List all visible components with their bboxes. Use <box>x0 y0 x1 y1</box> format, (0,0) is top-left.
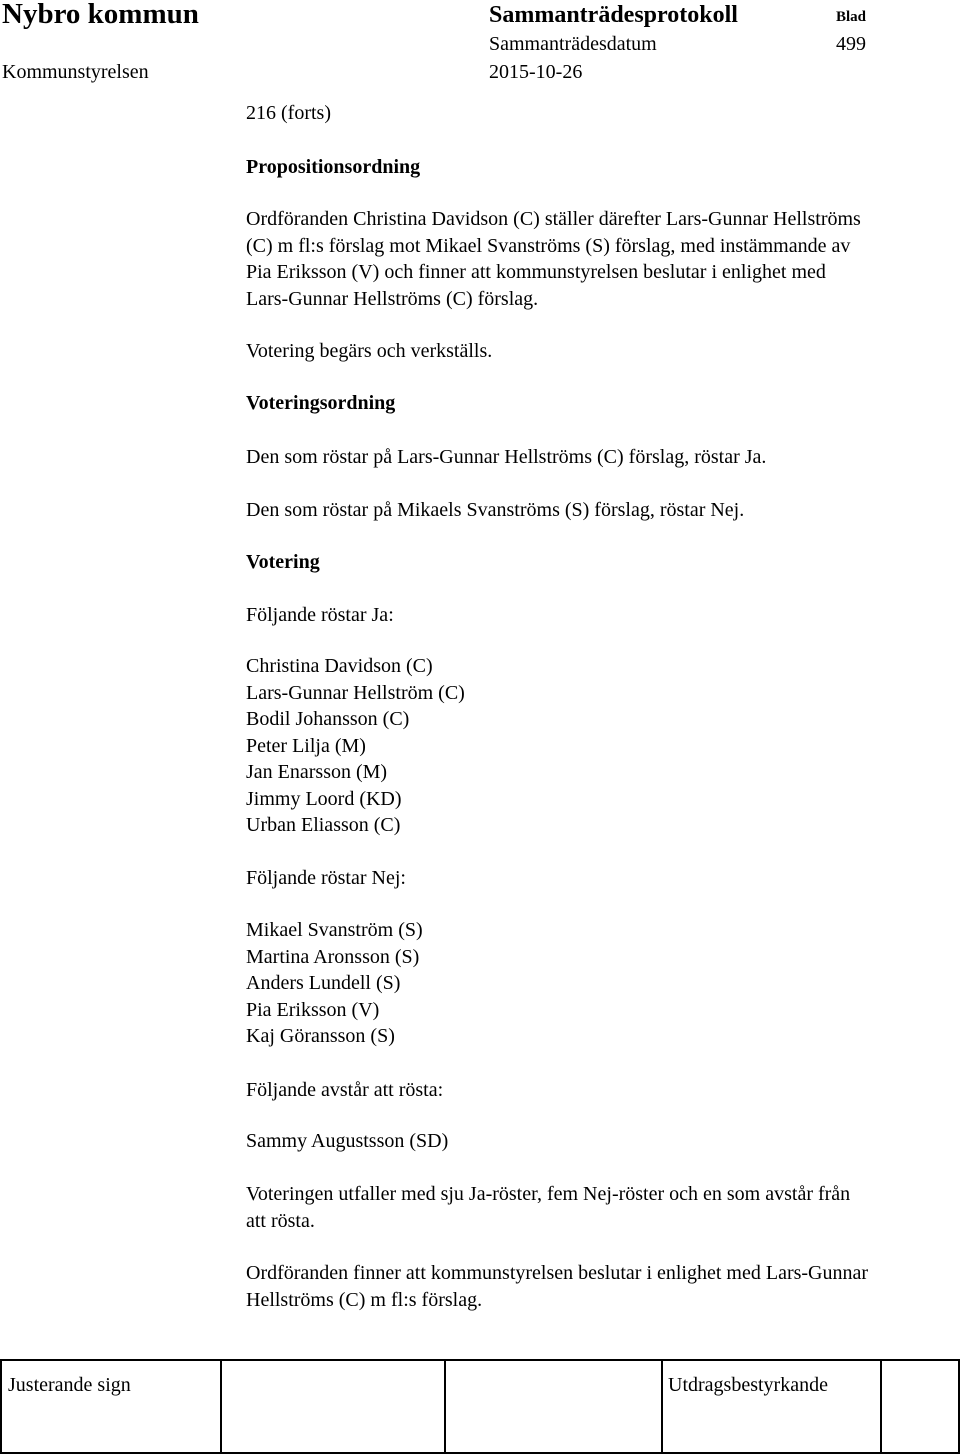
table-border-top <box>0 1359 960 1361</box>
text-line: Ordföranden finner att kommunstyrelsen beslutar i enlighet med Lars-Gunnar <box>246 1262 869 1284</box>
text-line: Hellströms (C) m fl:s förslag. <box>246 1288 483 1311</box>
text-line: Lars-Gunnar Hellströms (C) förslag. <box>246 287 539 310</box>
vote-result-paragraph <box>246 1181 958 1234</box>
committee-name: Kommunstyrelsen <box>2 61 149 83</box>
list-item: Bodil Johansson (C) <box>246 708 410 730</box>
heading-propositionsordning: Propositionsordning <box>246 156 421 178</box>
list-item: Pia Eriksson (V) <box>246 998 380 1021</box>
text-line: Pia Eriksson (V) och finner att kommunstyrelsen beslutar i enlighet med <box>246 261 826 283</box>
list-item: Urban Eliasson (C) <box>246 814 401 836</box>
decision-paragraph <box>246 1260 960 1313</box>
heading-votering: Votering <box>246 551 320 573</box>
list-item: Peter Lilja (M) <box>246 734 366 757</box>
meeting-date-label: Sammanträdesdatum <box>489 33 657 55</box>
table-border-left <box>0 1359 2 1454</box>
list-item: Christina Davidson (C) <box>246 655 433 677</box>
yes-voters-list <box>246 653 958 839</box>
list-item: Kaj Göransson (S) <box>246 1025 395 1047</box>
table-divider <box>220 1359 222 1454</box>
list-item: Anders Lundell (S) <box>246 972 401 994</box>
paragraph-reference: 216 (forts) <box>246 102 331 124</box>
heading-voteringsordning: Voteringsordning <box>246 392 396 414</box>
yes-voters-label: Följande röstar Ja: <box>246 604 394 626</box>
text-line: att rösta. <box>246 1209 315 1232</box>
text-line: Voteringen utfaller med sju Ja-röster, fem Nej-röster och en som avstår från <box>246 1183 851 1205</box>
extract-certification-label: Utdragsbestyrkande <box>668 1374 828 1396</box>
adjusting-sign-label: Justerande sign <box>8 1374 131 1396</box>
proposition-paragraph <box>246 206 958 312</box>
list-item: Sammy Augustsson (SD) <box>246 1130 449 1152</box>
organization-name: Nybro kommun <box>2 0 199 30</box>
list-item: Martina Aronsson (S) <box>246 945 420 968</box>
no-voters-label: Följande röstar Nej: <box>246 867 406 889</box>
list-item: Mikael Svanström (S) <box>246 919 423 941</box>
list-item: Lars-Gunnar Hellström (C) <box>246 681 465 704</box>
text-line: Ordföranden Christina Davidson (C) ställer därefter Lars-Gunnar Hellströms <box>246 208 861 230</box>
voting-order-no: Den som röstar på Mikaels Svanströms (S) förslag, röstar Nej. <box>246 499 745 521</box>
table-divider <box>444 1359 446 1454</box>
text-line: (C) m fl:s förslag mot Mikael Svanströms (S) förslag, med instämmande av <box>246 234 851 257</box>
blad-label: Blad <box>836 9 867 25</box>
table-divider <box>661 1359 663 1454</box>
vote-requested-text: Votering begärs och verkställs. <box>246 340 493 362</box>
meeting-date: 2015-10-26 <box>489 61 583 83</box>
list-item: Jimmy Loord (KD) <box>246 787 402 810</box>
abstain-voters-list <box>246 1128 958 1155</box>
list-item: Jan Enarsson (M) <box>246 761 388 783</box>
table-divider <box>880 1359 882 1454</box>
page-number: 499 <box>836 33 866 55</box>
voting-order-yes: Den som röstar på Lars-Gunnar Hellströms (C) förslag, röstar Ja. <box>246 446 767 468</box>
protocol-title: Sammanträdesprotokoll <box>489 2 738 28</box>
no-voters-list <box>246 917 958 1050</box>
abstain-label: Följande avstår att rösta: <box>246 1079 444 1101</box>
table-border-bottom <box>0 1452 960 1454</box>
